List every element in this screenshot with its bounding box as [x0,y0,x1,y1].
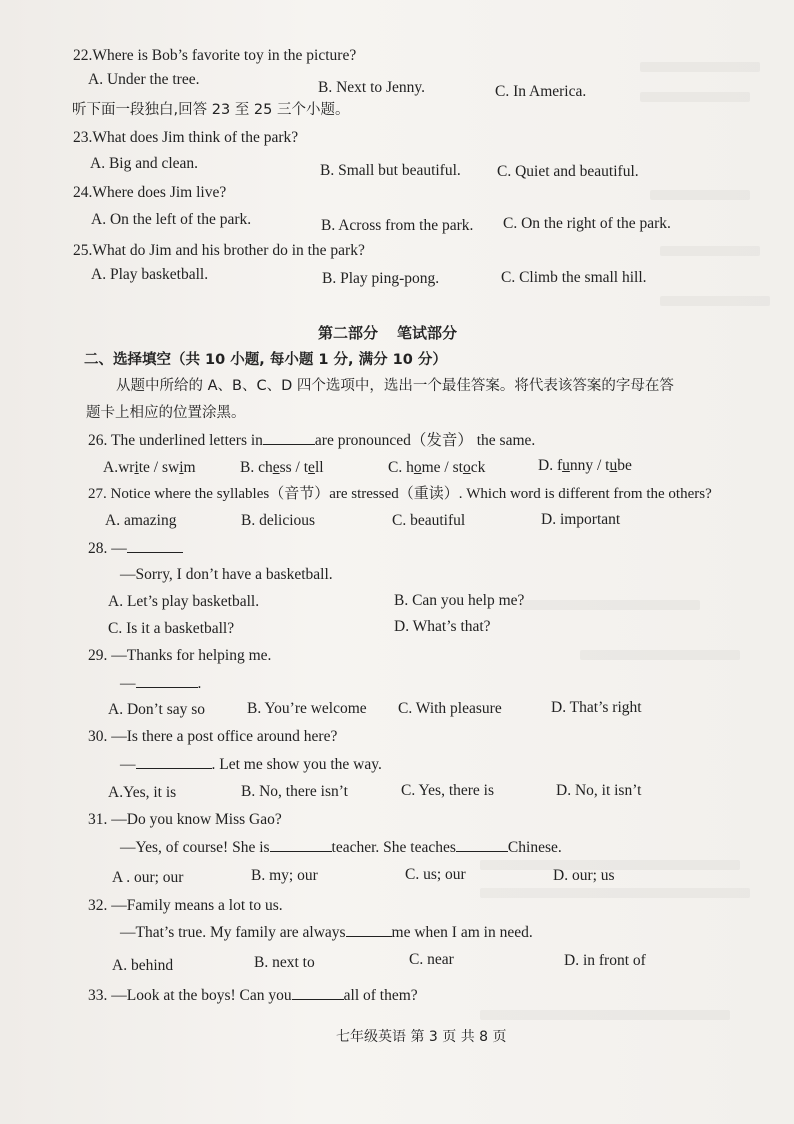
question-32: 32. —Family means a lot to us. [88,897,283,914]
bleed-through [640,92,750,102]
option-26b: B. chess / tell [240,459,324,476]
question-29: 29. —Thanks for helping me. [88,647,272,664]
question-22: 22.Where is Bob’s favorite toy in the picture? [73,47,357,64]
bleed-through [660,296,770,306]
question-30-reply: — . Let me show you the way. [120,756,382,773]
option-30b: B. No, there isn’t [241,783,348,800]
option-25a: A. Play basketball. [91,266,209,283]
bleed-through [480,888,750,898]
option-29d: D. That’s right [551,699,642,716]
option-32c: C. near [409,951,454,968]
option-24c: C. On the right of the park. [503,215,671,232]
question-31-reply: —Yes, of course! She is teacher. She teaches Chinese. [120,839,562,856]
question-28-dash: 28. — [88,540,127,557]
answer-blank [346,922,392,937]
option-32b: B. next to [254,954,315,971]
question-28-reply: —Sorry, I don’t have a basketball. [120,566,333,583]
option-27c: C. beautiful [392,512,466,529]
option-23c: C. Quiet and beautiful. [497,163,639,180]
option-28d: D. What’s that? [394,618,491,635]
option-30d: D. No, it isn’t [556,782,642,799]
question-26-text: 26. The underlined letters in [88,432,263,449]
bleed-through [640,62,760,72]
option-24a: A. On the left of the park. [91,211,252,228]
question-27: 27. Notice where the syllables（音节）are stressed（重读）. Which word is different from the others? [88,486,712,502]
instructions-line2: 题卡上相应的位置涂黑。 [86,405,246,421]
answer-blank [292,985,344,1000]
question-28 [88,538,183,559]
question-30: 30. —Is there a post office around here? [88,728,338,745]
option-29c: C. With pleasure [398,700,502,717]
option-31d: D. our; us [553,867,615,884]
question-32-reply: —That’s true. My family are always me when I am in need. [120,924,533,941]
question-23: 23.What does Jim think of the park? [73,129,299,146]
option-25b: B. Play ping-pong. [322,270,440,287]
answer-blank [270,837,332,852]
option-28c: C. Is it a basketball? [108,620,235,637]
option-22b: B. Next to Jenny. [318,79,426,96]
option-27a: A. amazing [105,512,177,529]
answer-blank [136,754,212,769]
option-31b: B. my; our [251,867,318,884]
option-27d: D. important [541,511,621,528]
answer-blank [456,837,508,852]
option-29b: B. You’re welcome [247,700,367,717]
bleed-through [480,1010,730,1020]
option-23a: A. Big and clean. [90,155,199,172]
question-25: 25.What do Jim and his brother do in the park? [73,242,365,259]
part-two-title: 笔试部分 [397,324,458,342]
option-28b: B. Can you help me? [394,592,525,609]
question-29-reply: — . [120,675,202,692]
option-31c: C. us; our [405,866,466,883]
answer-blank [263,430,315,445]
option-31a: A . our; our [112,869,184,886]
listening-intro: 听下面一段独白,回答 23 至 25 三个小题。 [72,102,350,118]
question-24: 24.Where does Jim live? [73,184,227,201]
option-22a: A. Under the tree. [88,71,200,88]
answer-blank [127,538,183,553]
option-30c: C. Yes, there is [401,782,495,799]
section-heading: 二、选择填空（共 10 小题, 每小题 1 分, 满分 10 分） [84,352,447,368]
option-25c: C. Climb the small hill. [501,269,647,286]
question-26 [88,430,535,451]
option-30a: A.Yes, it is [108,784,177,801]
question-33: 33. —Look at the boys! Can you all of them? [88,987,418,1004]
option-32a: A. behind [112,957,174,974]
question-26-text-end: are pronounced（发音） the same. [314,432,536,449]
answer-blank [136,673,198,688]
option-23b: B. Small but beautiful. [320,162,461,179]
instructions-line1: 从题中所给的 A、B、C、D 四个选项中，选出一个最佳答案。将代表该答案的字母在答 [116,378,674,394]
bleed-through [660,246,760,256]
option-26d: D. funny / tube [538,457,632,474]
option-29a: A. Don’t say so [108,701,206,718]
page-footer: 七年级英语 第 3 页 共 8 页 [336,1029,507,1045]
option-32d: D. in front of [564,952,646,969]
bleed-through [580,650,740,660]
option-26c: C. home / stock [388,459,486,476]
option-26a: A.write / swim [103,459,196,476]
option-28a: A. Let’s play basketball. [108,593,260,610]
bleed-through [650,190,750,200]
option-24b: B. Across from the park. [321,217,474,234]
question-31: 31. —Do you know Miss Gao? [88,811,282,828]
part-two-label: 第二部分 [318,324,379,342]
bleed-through [520,600,700,610]
option-27b: B. delicious [241,512,316,529]
option-22c: C. In America. [495,83,587,100]
